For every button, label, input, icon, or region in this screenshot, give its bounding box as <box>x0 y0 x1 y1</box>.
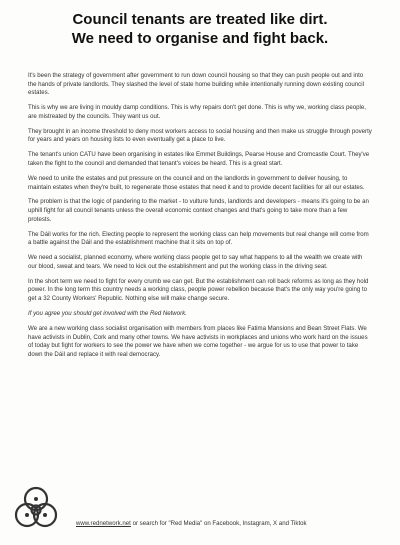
social-search-text: or search for "Red Media" on Facebook, Instagram, X and Tiktok <box>130 520 307 527</box>
headline-line-2: We need to organise and fight back. <box>71 30 329 47</box>
paragraph-about-us: We are a new working class socialist organisation with members from places like Fatima Mansions and Bean Street Flats. We have activists in Dublin, Cork and many other towns. We have activists in workplaces and unions who work hard on the issues of today but fight for workers to see the power we have when we come together - we argue for us to use that power to take down the Dáil and replace it with real democracy. <box>28 324 368 358</box>
red-network-knot-logo-icon <box>12 484 60 532</box>
paragraph-market-problem: The problem is that the logic of pandering to the market - to vulture funds, landlords and developers - means it's going to be an uphill fight for all council tenants unless the overall economic context changes and that's going to take more than a few protests. <box>28 198 369 223</box>
call-to-action: If you agree you should get involved with the Red Network. <box>28 309 187 317</box>
paragraph-short-term: In the short term we need to fight for every crumb we can get. But the establishment can roll back reforms as long as they hold power. In the long term this country needs a working class, people power rebellion because that's the only way you're going to get a 32 County Workers' Republic. Nothing else will make change secure. <box>28 277 369 302</box>
paragraph-unite-estates: We need to unite the estates and put pressure on the council and on the landlords in government to deliver housing, to maintain estates when they're built, to regenerate those estates that need it and to provide decent facilities for all our estates. <box>28 174 365 191</box>
headline-line-1: Council tenants are treated like dirt. <box>72 11 328 28</box>
paragraph-strategy: It's been the strategy of government after government to run down council housing so that they can push people out and into the hands of private landlords. They slashed the level of state home building while intentionally running down existing council estates. <box>28 72 364 97</box>
footer-contact <box>76 520 386 528</box>
footer <box>8 484 392 538</box>
paragraph-income-threshold: They brought in an income threshold to deny most workers access to social housing and then make us struggle through poverty for years and years on housing lists to even eventually get a place to live. <box>28 127 372 144</box>
paragraph-conditions: This is why we are living in mouldy damp conditions. This is why repairs don't get done. This is why we, working class people, are mistreated by the councils. They want us out. <box>28 104 366 120</box>
paragraph-catu: The tenant's union CATU have been organising in estates like Emmet Buildings, Pearse House and Cromcastle Court. They've taken the fight to the council and demanded that tenant's voices be heard. This is a great start. <box>28 151 370 167</box>
headline <box>20 10 380 48</box>
website-link[interactable]: www.rednetwork.net <box>76 520 131 527</box>
paragraph-socialist-economy: We need a socialist, planned economy, where working class people get to say what happens to all the wealth we create with our blood, sweat and tears. We need to kick out the establishment and put the working class in the driving seat. <box>28 254 363 270</box>
body-text <box>28 72 372 366</box>
paragraph-dail: The Dáil works for the rich. Electing people to represent the working class can help movements but real change will come from a battle against the Dáil and the establishment machine that it sits on top of. <box>28 230 369 247</box>
